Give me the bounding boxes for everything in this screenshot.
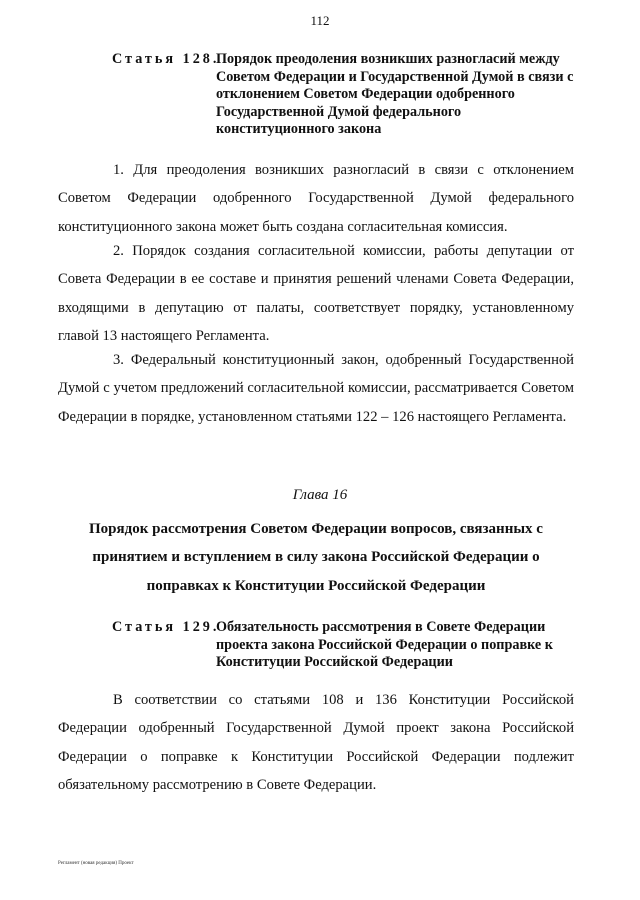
article-128-heading bbox=[112, 51, 582, 139]
page-number: 112 bbox=[310, 13, 330, 28]
article-129-title: Обязательность рассмотрения в Совете Федерации проекта закона Российской Федерации о поправке к Конституции Российской Федерации bbox=[216, 619, 553, 670]
article-129-heading bbox=[112, 619, 582, 672]
article-129-paragraph-1: В соответствии со статьями 108 и 136 Конституции Российской Федерации одобренный Государственной Думой проект закона Российской Федерации о поправке к Конституции Российской Федерации подлежит обязательному рассмотрению в Совете Федерации. bbox=[58, 692, 574, 794]
footer-note: Регламент (новая редакция) Проект bbox=[58, 861, 134, 866]
article-128-paragraph-3: 3. Федеральный конституционный закон, одобренный Государственной Думой с учетом предложений согласительной комиссии, рассматривается Советом Федерации в порядке, установленном статьями 122 – 126 настоящего Регламента. bbox=[58, 352, 574, 425]
article-129-label: Статья 129. bbox=[112, 619, 220, 635]
article-128-paragraph-1: 1. Для преодоления возникших разногласий в связи с отклонением Советом Федерации одобренного Государственной Думой федерального конституционного закона может быть создана согласительная комиссия. bbox=[58, 162, 574, 235]
chapter-16-title: Порядок рассмотрения Советом Федерации вопросов, связанных с принятием и вступлением в силу закона Российской Федерации о поправках к Конституции Российской Федерации bbox=[89, 521, 543, 594]
article-128-title: Порядок преодоления возникших разногласий между Советом Федерации и Государственной Думой в связи с отклонением Советом Федерации одобренного Государственной Думой федерального конституционного закона bbox=[216, 51, 574, 137]
article-128-paragraph-2: 2. Порядок создания согласительной комиссии, работы депутации от Совета Федерации в ее составе и принятия решений членами Совета Федерации, входящими в депутацию от палаты, соответствует порядку, установленному главой 13 настоящего Регламента. bbox=[58, 243, 574, 345]
article-128-label: Статья 128. bbox=[112, 51, 220, 67]
chapter-16-label: Глава 16 bbox=[292, 487, 348, 503]
